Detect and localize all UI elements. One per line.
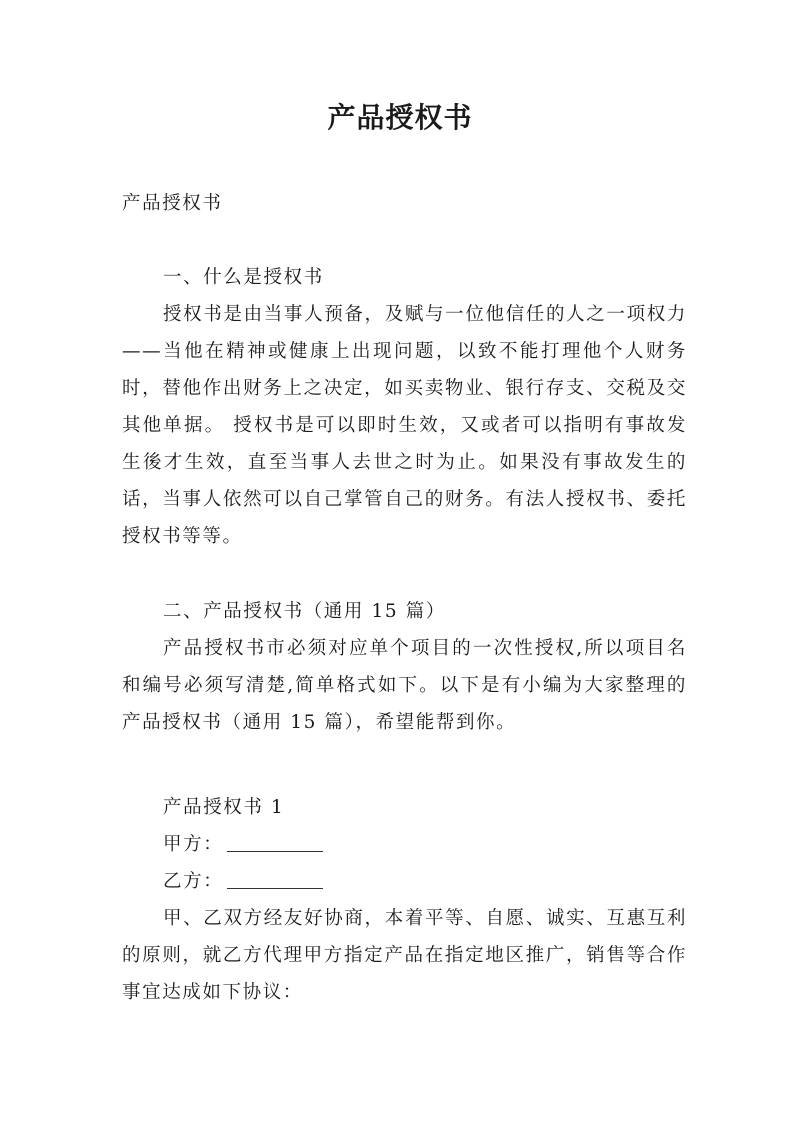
party-a-label: 甲方： <box>163 834 224 855</box>
document-title: 产品授权书 <box>327 101 473 134</box>
document-subtitle <box>122 185 687 222</box>
party-b-row <box>122 863 687 900</box>
section-1 <box>122 259 687 555</box>
section-2-heading: 二、产品授权书（通用 15 篇） <box>163 601 446 622</box>
sample-1 <box>122 789 687 1011</box>
party-a-blank[interactable] <box>227 833 323 852</box>
section-1-paragraph: 授权书是由当事人预备，及赋与一位他信任的人之一项权力——当他在精神或健康上出现问题，以致不能打理他个人财务时，替他作出财务上之决定，如买卖物业、银行存支、交税及交其他单据。 授权书是可以即时生效，又或者可以指明有事故发生後才生效，直至当事人去世之时为止。如果没有事故发生的话，当事人依然可以自己掌管自己的财务。有法人授权书、委托授权书等等。 <box>122 304 687 547</box>
section-1-heading: 一、什么是授权书 <box>163 267 324 288</box>
party-b-blank[interactable] <box>227 870 323 889</box>
section-2-paragraph: 产品授权书市必须对应单个项目的一次性授权,所以项目名和编号必须写清楚,简单格式如下。以下是有小编为大家整理的产品授权书（通用 15 篇），希望能帮到你。 <box>122 638 687 733</box>
section-2 <box>122 593 687 741</box>
sample-1-heading: 产品授权书 1 <box>163 797 285 818</box>
party-b-label: 乙方： <box>163 871 224 892</box>
sample-1-paragraph: 甲、乙双方经友好协商，本着平等、自愿、诚实、互惠互利的原则，就乙方代理甲方指定产品在指定地区推广，销售等合作事宜达成如下协议： <box>122 908 687 1003</box>
party-a-row <box>122 826 687 863</box>
subtitle-text: 产品授权书 <box>122 193 223 214</box>
